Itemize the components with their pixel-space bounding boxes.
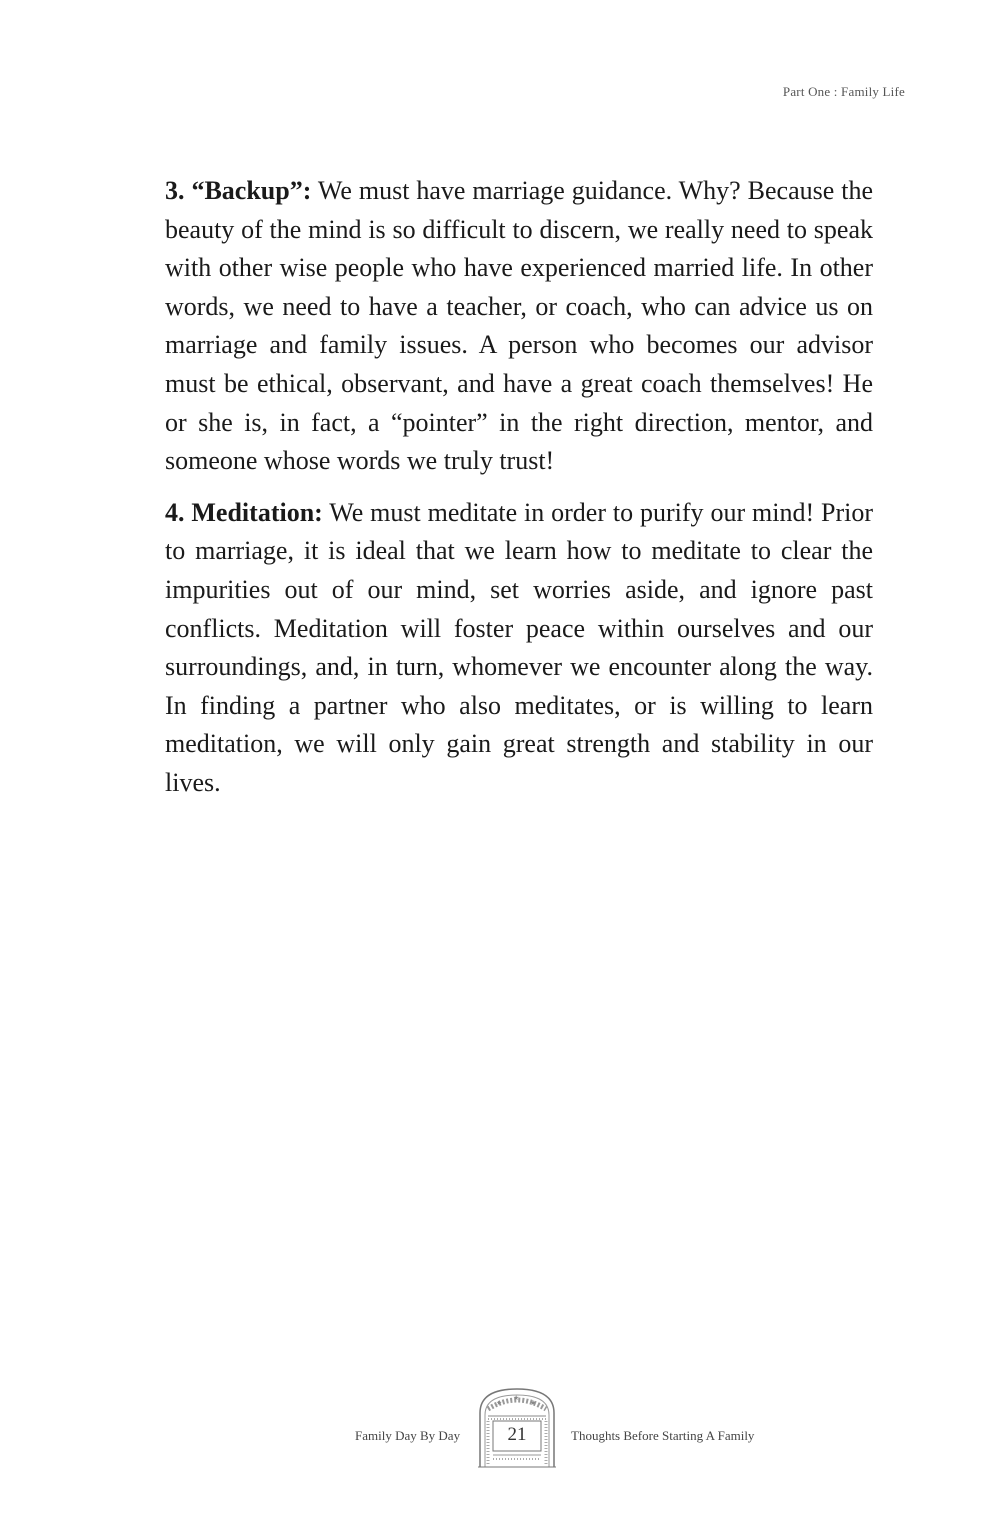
page-number: 21: [507, 1424, 527, 1445]
item-text-backup: We must have marriage guidance. Why? Because the beauty of the mind is so difficult to discern, we really need to speak with other wise people who have experienced married life. In other words, we need to have a teacher, or coach, who can advice us on marriage and family issues. A person who becomes our advisor must be ethical, observant, and have a great coach themselves! He or she is, in fact, a “pointer” in the right direction, mentor, and someone whose words we truly trust!: [165, 176, 873, 476]
footer-book-title: Family Day By Day: [355, 1428, 461, 1443]
running-head: Part One : Family Life: [782, 84, 905, 99]
item-text-meditation: We must meditate in order to purify our mind! Prior to marriage, it is ideal that we learn how to meditate to clear the impurities out of our mind, set worries aside, and ignore past conflicts. Meditation will foster peace within ourselves and our surroundings, and, in turn, whomever we encounter along the way. In finding a partner who also meditates, or is willing to learn meditation, we will only gain great strength and stability in our lives.: [165, 497, 874, 797]
paragraph-meditation: [165, 494, 873, 803]
footer-chapter-title: Thoughts Before Starting A Family: [571, 1428, 755, 1443]
svg-text:★: ★: [530, 1399, 537, 1407]
item-label-meditation: 4. Meditation:: [165, 497, 323, 527]
item-label-backup: 3. “Backup”:: [165, 176, 312, 205]
svg-text:★: ★: [513, 1394, 520, 1402]
body-text: [165, 172, 873, 816]
paragraph-backup: [165, 172, 873, 481]
svg-text:★: ★: [496, 1399, 503, 1407]
